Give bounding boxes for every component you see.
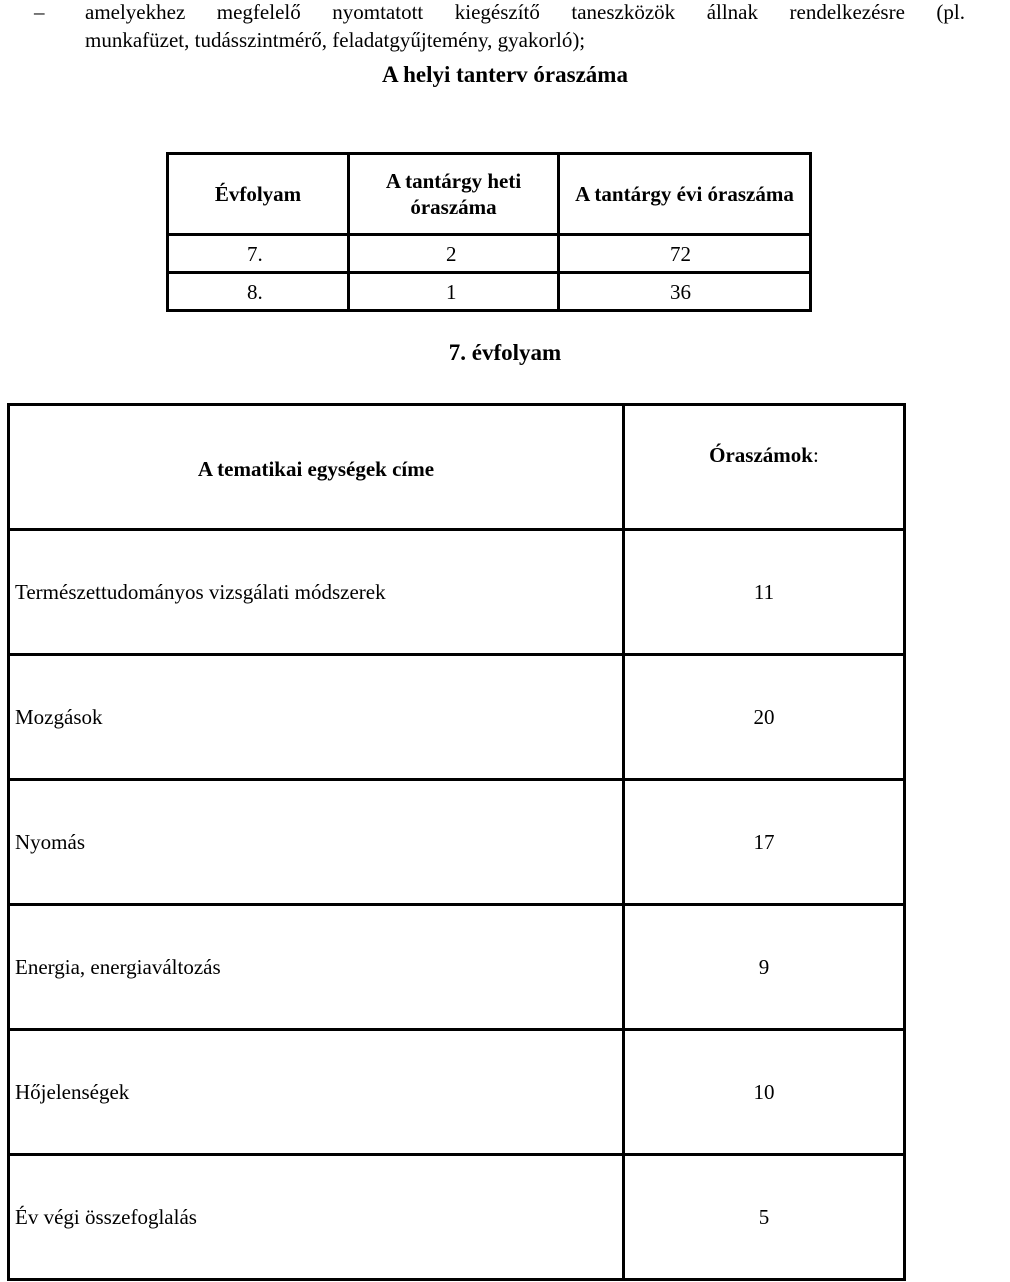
header-topic-title-text: A tematikai egységek címe (197, 456, 435, 481)
intro-word: (pl. (936, 0, 965, 24)
bullet-dash: – (34, 0, 45, 24)
header-topic-title (9, 405, 624, 530)
topic-hours-cell: 5 (624, 1155, 905, 1280)
table-header-row (9, 405, 905, 530)
section-title-grade-7: 7. évfolyam (448, 340, 562, 365)
intro-word: kiegészítő (454, 0, 540, 24)
hours-summary-table (166, 152, 812, 312)
header-weekly-hours: A tantárgy heti óraszáma (349, 154, 559, 235)
weekly-hours-cell: 2 (349, 235, 559, 273)
yearly-hours-cell: 36 (559, 273, 811, 311)
yearly-hours-cell: 72 (559, 235, 811, 273)
intro-word: taneszközök (571, 0, 676, 24)
topic-hours-cell: 9 (624, 905, 905, 1030)
table-row (9, 780, 905, 905)
topic-name-cell: Mozgások (9, 655, 624, 780)
header-hours (624, 405, 905, 530)
intro-word: állnak (706, 0, 758, 24)
intro-line-1 (85, 0, 965, 24)
header-hours-colon: : (812, 442, 819, 467)
table-row (9, 530, 905, 655)
header-grade: Évfolyam (168, 154, 349, 235)
grade-cell: 8. (168, 273, 349, 311)
topic-name-cell: Nyomás (9, 780, 624, 905)
intro-word: rendelkezésre (789, 0, 905, 24)
table-row (9, 1030, 905, 1155)
topics-hours-table (7, 403, 906, 1281)
topic-hours-cell: 20 (624, 655, 905, 780)
table-row (168, 273, 811, 311)
grade-cell: 7. (168, 235, 349, 273)
topic-hours-cell: 10 (624, 1030, 905, 1155)
section-title-local-curriculum: A helyi tanterv óraszáma (382, 62, 628, 87)
header-hours-wrap (709, 443, 819, 467)
topic-hours-cell: 11 (624, 530, 905, 655)
table-row (9, 655, 905, 780)
table-row (168, 235, 811, 273)
table-row (9, 905, 905, 1030)
topic-name-cell: Természettudományos vizsgálati módszerek (9, 530, 624, 655)
weekly-hours-cell: 1 (349, 273, 559, 311)
topic-hours-cell: 17 (624, 780, 905, 905)
topic-name-cell: Hőjelenségek (9, 1030, 624, 1155)
table-header-row (168, 154, 811, 235)
topic-name-cell: Év végi összefoglalás (9, 1155, 624, 1280)
topic-name-cell: Energia, energiaváltozás (9, 905, 624, 1030)
table-row (9, 1155, 905, 1280)
header-yearly-hours: A tantárgy évi óraszáma (559, 154, 811, 235)
intro-line-2: munkafüzet, tudásszintmérő, feladatgyűjtemény, gyakorló); (85, 28, 586, 52)
header-hours-text: Óraszámok (709, 442, 813, 467)
intro-word: amelyekhez (85, 0, 186, 24)
intro-word: megfelelő (216, 0, 301, 24)
intro-word: nyomtatott (332, 0, 424, 24)
